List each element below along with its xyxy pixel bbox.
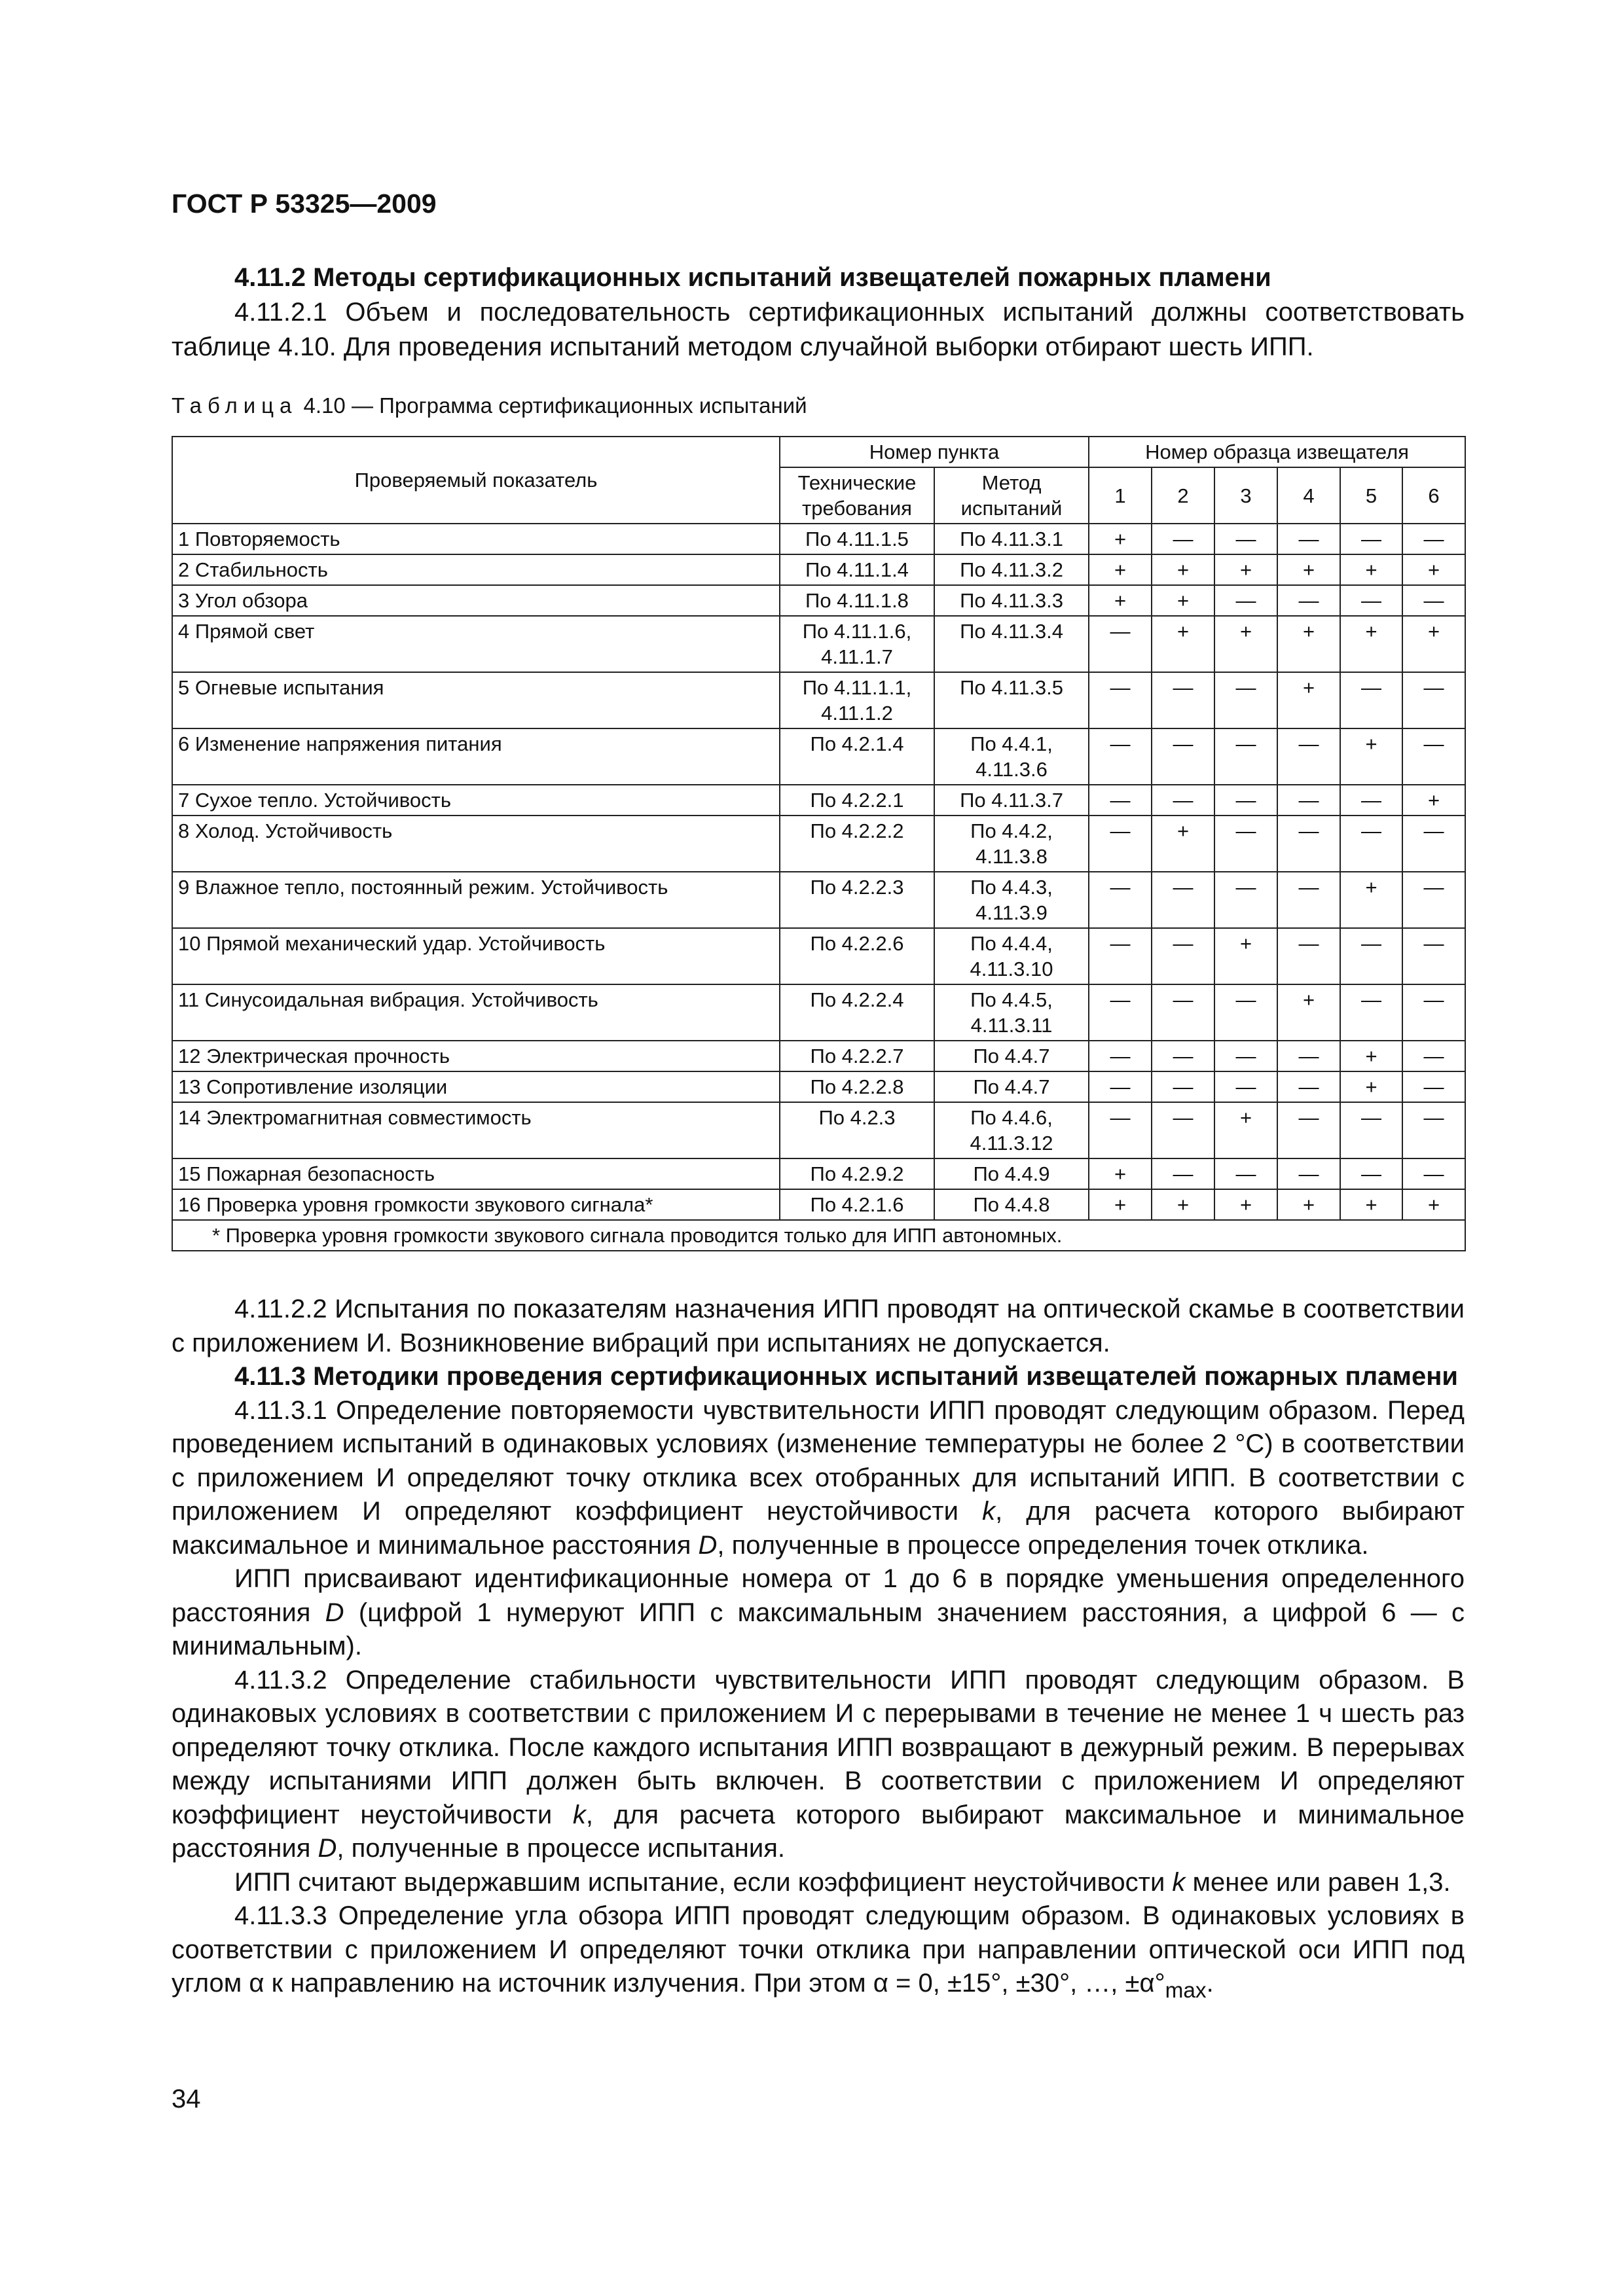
cell-sample-mark: —	[1089, 616, 1152, 672]
cell-indicator: 13 Сопротивление изоляции	[172, 1071, 780, 1102]
cell-sample-mark: —	[1152, 872, 1214, 928]
cell-sample-mark: +	[1089, 554, 1152, 585]
text-run: , полученные в процессе испытания.	[337, 1834, 786, 1863]
cell-sample-mark: —	[1277, 1041, 1340, 1071]
cell-tech-req: По 4.2.3	[780, 1102, 934, 1158]
cell-indicator: 16 Проверка уровня громкости звукового сигнала*	[172, 1189, 780, 1220]
cell-sample-mark: +	[1402, 785, 1465, 816]
cell-indicator: 5 Огневые испытания	[172, 672, 780, 728]
cell-sample-mark: —	[1089, 672, 1152, 728]
cell-indicator: 2 Стабильность	[172, 554, 780, 585]
cell-method: По 4.4.5, 4.11.3.11	[934, 984, 1089, 1041]
cell-sample-mark: +	[1152, 554, 1214, 585]
text-run: , полученные в процессе определения точек отклика.	[717, 1530, 1369, 1560]
cell-sample-mark: —	[1402, 816, 1465, 872]
cell-sample-mark: —	[1402, 984, 1465, 1041]
cell-sample-mark: —	[1214, 785, 1277, 816]
cell-tech-req: По 4.2.2.7	[780, 1041, 934, 1071]
variable-k: k	[982, 1497, 996, 1526]
cell-method: По 4.11.3.3	[934, 585, 1089, 616]
table-row	[172, 672, 1465, 728]
cell-sample-mark: —	[1340, 785, 1402, 816]
table-row	[172, 554, 1465, 585]
cell-sample-mark: —	[1214, 1158, 1277, 1189]
cell-indicator: 6 Изменение напряжения питания	[172, 728, 780, 785]
table-caption-prefix: Таблица	[172, 393, 298, 418]
cell-method: По 4.4.2, 4.11.3.8	[934, 816, 1089, 872]
paragraph	[172, 1394, 1465, 1563]
cell-sample-mark: +	[1152, 616, 1214, 672]
cell-sample-mark: —	[1152, 785, 1214, 816]
table-row	[172, 1158, 1465, 1189]
header-sample: 1	[1089, 467, 1152, 524]
cell-sample-mark: +	[1152, 585, 1214, 616]
cell-sample-mark: +	[1340, 1041, 1402, 1071]
cell-sample-mark: +	[1340, 1189, 1402, 1220]
table-caption	[172, 393, 807, 418]
table-row	[172, 984, 1465, 1041]
cell-sample-mark: —	[1089, 1041, 1152, 1071]
cell-sample-mark: —	[1340, 585, 1402, 616]
cell-tech-req: По 4.2.2.6	[780, 928, 934, 984]
cell-sample-mark: —	[1214, 816, 1277, 872]
cell-sample-mark: +	[1089, 1189, 1152, 1220]
cell-method: По 4.11.3.2	[934, 554, 1089, 585]
cell-sample-mark: —	[1277, 1158, 1340, 1189]
cell-sample-mark: —	[1214, 872, 1277, 928]
cell-sample-mark: —	[1152, 524, 1214, 554]
cell-sample-mark: —	[1152, 1158, 1214, 1189]
cell-sample-mark: —	[1340, 1158, 1402, 1189]
document-header: ГОСТ Р 53325—2009	[172, 188, 437, 219]
cell-sample-mark: +	[1340, 616, 1402, 672]
cell-method: По 4.11.3.5	[934, 672, 1089, 728]
text-run: (цифрой 1 нумеруют ИПП с максимальным значением расстояния, а цифрой 6 — с минимальным).	[172, 1598, 1465, 1660]
cell-sample-mark: —	[1214, 984, 1277, 1041]
page-number: 34	[172, 2085, 201, 2113]
cell-sample-mark: —	[1340, 984, 1402, 1041]
cell-sample-mark: +	[1089, 524, 1152, 554]
cell-sample-mark: —	[1089, 872, 1152, 928]
cell-method: По 4.4.4, 4.11.3.10	[934, 928, 1089, 984]
cell-sample-mark: +	[1089, 585, 1152, 616]
cell-tech-req: По 4.2.9.2	[780, 1158, 934, 1189]
cell-sample-mark: +	[1340, 872, 1402, 928]
subscript-max: max	[1165, 1979, 1207, 2003]
cell-sample-mark: —	[1152, 1102, 1214, 1158]
cell-sample-mark: —	[1152, 672, 1214, 728]
table-row	[172, 816, 1465, 872]
cell-tech-req: По 4.2.2.1	[780, 785, 934, 816]
cell-sample-mark: —	[1402, 585, 1465, 616]
cell-sample-mark: —	[1402, 1102, 1465, 1158]
cell-indicator: 15 Пожарная безопасность	[172, 1158, 780, 1189]
table-row	[172, 616, 1465, 672]
cell-method: По 4.4.6, 4.11.3.12	[934, 1102, 1089, 1158]
cell-sample-mark: +	[1152, 816, 1214, 872]
cell-method: По 4.4.3, 4.11.3.9	[934, 872, 1089, 928]
section-4-11-2	[172, 260, 1465, 365]
paragraph	[172, 1562, 1465, 1664]
cell-sample-mark: —	[1402, 1041, 1465, 1071]
cell-sample-mark: +	[1152, 1189, 1214, 1220]
paragraph	[172, 1664, 1465, 1866]
cell-sample-mark: +	[1214, 1189, 1277, 1220]
header-item-number: Номер пункта	[780, 437, 1089, 467]
paragraph	[172, 1866, 1465, 1900]
cell-sample-mark: +	[1214, 928, 1277, 984]
cell-sample-mark: +	[1214, 554, 1277, 585]
cell-indicator: 4 Прямой свет	[172, 616, 780, 672]
cell-sample-mark: +	[1277, 1189, 1340, 1220]
cell-tech-req: По 4.2.1.4	[780, 728, 934, 785]
cell-sample-mark: —	[1402, 1158, 1465, 1189]
cell-sample-mark: +	[1277, 616, 1340, 672]
cell-sample-mark: —	[1089, 785, 1152, 816]
header-sample: 6	[1402, 467, 1465, 524]
header-tech-req: Технические требования	[780, 467, 934, 524]
cell-sample-mark: —	[1089, 728, 1152, 785]
cell-sample-mark: —	[1214, 524, 1277, 554]
cell-method: По 4.4.9	[934, 1158, 1089, 1189]
cell-sample-mark: —	[1340, 928, 1402, 984]
test-program-table	[172, 436, 1466, 1251]
table-row	[172, 728, 1465, 785]
cell-sample-mark: —	[1277, 816, 1340, 872]
cell-sample-mark: —	[1402, 524, 1465, 554]
cell-sample-mark: —	[1277, 1071, 1340, 1102]
header-method: Метод испытаний	[934, 467, 1089, 524]
header-sample: 3	[1214, 467, 1277, 524]
cell-sample-mark: +	[1402, 616, 1465, 672]
cell-tech-req: По 4.11.1.8	[780, 585, 934, 616]
cell-sample-mark: —	[1402, 672, 1465, 728]
variable-d: D	[318, 1834, 337, 1863]
cell-sample-mark: +	[1340, 728, 1402, 785]
cell-sample-mark: —	[1402, 1071, 1465, 1102]
cell-tech-req: По 4.2.2.4	[780, 984, 934, 1041]
cell-indicator: 7 Сухое тепло. Устойчивость	[172, 785, 780, 816]
cell-method: По 4.4.7	[934, 1041, 1089, 1071]
cell-sample-mark: —	[1277, 585, 1340, 616]
cell-tech-req: По 4.11.1.5	[780, 524, 934, 554]
table-row	[172, 1102, 1465, 1158]
header-sample: 5	[1340, 467, 1402, 524]
text-run: 4.11.3.2 Определение стабильности чувствительности ИПП проводят следующим образом. В одинаковых условиях в соответствии с приложением И с перерывами в течение не менее 1 ч шесть раз определяют точку отклика. После каждого испытания ИПП возвращают в дежурный режим. В перерывах между испытаниями ИПП должен быть включен. В соответствии с приложением И определяют коэффициент неустойчивости	[172, 1665, 1465, 1829]
header-indicator: Проверяемый показатель	[172, 437, 780, 524]
cell-method: По 4.11.3.7	[934, 785, 1089, 816]
cell-sample-mark: +	[1402, 554, 1465, 585]
body-text	[172, 1293, 1465, 2008]
cell-sample-mark: —	[1152, 1041, 1214, 1071]
cell-sample-mark: —	[1340, 1102, 1402, 1158]
cell-sample-mark: —	[1340, 524, 1402, 554]
cell-sample-mark: +	[1340, 554, 1402, 585]
table-row	[172, 1071, 1465, 1102]
variable-d: D	[325, 1598, 344, 1627]
section-title: 4.11.2 Методы сертификационных испытаний извещателей пожарных пламени	[234, 263, 1271, 292]
cell-indicator: 14 Электромагнитная совместимость	[172, 1102, 780, 1158]
cell-sample-mark: —	[1277, 928, 1340, 984]
cell-indicator: 9 Влажное тепло, постоянный режим. Устойчивость	[172, 872, 780, 928]
cell-method: По 4.4.8	[934, 1189, 1089, 1220]
cell-indicator: 3 Угол обзора	[172, 585, 780, 616]
text-run: ИПП считают выдержавшим испытание, если коэффициент неустойчивости	[234, 1867, 1173, 1897]
cell-tech-req: По 4.11.1.6, 4.11.1.7	[780, 616, 934, 672]
cell-sample-mark: +	[1089, 1158, 1152, 1189]
table-row	[172, 524, 1465, 554]
cell-sample-mark: —	[1402, 728, 1465, 785]
table-row	[172, 1189, 1465, 1220]
variable-k: k	[1172, 1867, 1186, 1897]
table-row	[172, 585, 1465, 616]
cell-sample-mark: —	[1089, 1071, 1152, 1102]
cell-method: По 4.11.3.1	[934, 524, 1089, 554]
cell-tech-req: По 4.2.1.6	[780, 1189, 934, 1220]
table-row	[172, 785, 1465, 816]
text-run: менее или равен 1,3.	[1185, 1867, 1451, 1897]
cell-sample-mark: —	[1089, 928, 1152, 984]
cell-sample-mark: —	[1340, 816, 1402, 872]
cell-tech-req: По 4.11.1.1, 4.11.1.2	[780, 672, 934, 728]
text-run: 4.11.3.1 Определение повторяемости чувствительности ИПП проводят следующим образом. Перед проведением испытаний в одинаковых условиях (изменение температуры не более 2 °С) в соответствии с приложением И определяют точку отклика всех отобранных для испытаний ИПП. В соответствии с приложением И определяют коэффициент неустойчивости	[172, 1395, 1465, 1526]
cell-tech-req: По 4.2.2.2	[780, 816, 934, 872]
cell-method: По 4.4.7	[934, 1071, 1089, 1102]
cell-indicator: 1 Повторяемость	[172, 524, 780, 554]
cell-sample-mark: —	[1277, 872, 1340, 928]
cell-tech-req: По 4.2.2.8	[780, 1071, 934, 1102]
cell-sample-mark: +	[1214, 616, 1277, 672]
cell-indicator: 10 Прямой механический удар. Устойчивость	[172, 928, 780, 984]
cell-sample-mark: —	[1277, 785, 1340, 816]
text-run: .	[1206, 1969, 1214, 1998]
table-row	[172, 1041, 1465, 1071]
cell-sample-mark: —	[1214, 585, 1277, 616]
text-run: ИПП присваивают идентификационные номера от 1 до 6 в порядке уменьшения определенного расстояния	[172, 1564, 1465, 1627]
cell-sample-mark: —	[1214, 1041, 1277, 1071]
cell-sample-mark: +	[1402, 1189, 1465, 1220]
cell-tech-req: По 4.2.2.3	[780, 872, 934, 928]
text-run: 4.11.3.3 Определение угла обзора ИПП проводят следующим образом. В одинаковых условиях в соответствии с приложением И определяют точки отклика при направлении оптической оси ИПП под углом α к направлению на источник излучения. При этом α = 0, ±15°, ±30°, …, ±α°	[172, 1901, 1465, 1998]
table-row	[172, 928, 1465, 984]
cell-sample-mark: +	[1277, 554, 1340, 585]
table-body	[172, 524, 1465, 1220]
cell-sample-mark: —	[1089, 1102, 1152, 1158]
table-row	[172, 872, 1465, 928]
cell-sample-mark: —	[1277, 1102, 1340, 1158]
cell-sample-mark: +	[1277, 672, 1340, 728]
cell-sample-mark: —	[1277, 524, 1340, 554]
cell-sample-mark: —	[1152, 728, 1214, 785]
cell-sample-mark: —	[1402, 928, 1465, 984]
paragraph: 4.11.2.1 Объем и последовательность сертификационных испытаний должны соответствовать таблице 4.10. Для проведения испытаний методом случайной выборки отбирают шесть ИПП.	[172, 298, 1465, 361]
paragraph	[172, 1899, 1465, 2008]
cell-method: По 4.4.1, 4.11.3.6	[934, 728, 1089, 785]
paragraph: 4.11.2.2 Испытания по показателям назначения ИПП проводят на оптической скамье в соответствии с приложением И. Возникновение вибраций при испытаниях не допускается.	[172, 1295, 1465, 1357]
header-sample-number: Номер образца извещателя	[1089, 437, 1465, 467]
cell-sample-mark: —	[1214, 672, 1277, 728]
cell-tech-req: По 4.11.1.4	[780, 554, 934, 585]
cell-sample-mark: —	[1214, 728, 1277, 785]
cell-sample-mark: —	[1214, 1071, 1277, 1102]
variable-d: D	[698, 1530, 718, 1560]
cell-sample-mark: —	[1089, 984, 1152, 1041]
cell-indicator: 11 Синусоидальная вибрация. Устойчивость	[172, 984, 780, 1041]
cell-sample-mark: —	[1152, 928, 1214, 984]
table-caption-text: 4.10 — Программа сертификационных испытаний	[297, 393, 807, 418]
header-sample: 2	[1152, 467, 1214, 524]
table-footnote: * Проверка уровня громкости звукового сигнала проводится только для ИПП автономных.	[172, 1220, 1465, 1251]
text-run: , для расчета которого выбирают максимальное и минимальное расстояния	[172, 1800, 1465, 1863]
cell-sample-mark: +	[1277, 984, 1340, 1041]
cell-sample-mark: —	[1152, 984, 1214, 1041]
cell-sample-mark: —	[1089, 816, 1152, 872]
cell-sample-mark: +	[1214, 1102, 1277, 1158]
section-title: 4.11.3 Методики проведения сертификационных испытаний извещателей пожарных пламени	[234, 1362, 1458, 1391]
header-sample: 4	[1277, 467, 1340, 524]
cell-method: По 4.11.3.4	[934, 616, 1089, 672]
cell-sample-mark: —	[1402, 872, 1465, 928]
cell-sample-mark: —	[1340, 672, 1402, 728]
cell-sample-mark: +	[1340, 1071, 1402, 1102]
cell-indicator: 12 Электрическая прочность	[172, 1041, 780, 1071]
variable-k: k	[572, 1800, 586, 1829]
text-run: , для расчета которого выбирают максимальное и минимальное расстояния	[172, 1497, 1465, 1560]
cell-sample-mark: —	[1277, 728, 1340, 785]
cell-sample-mark: —	[1152, 1071, 1214, 1102]
cell-indicator: 8 Холод. Устойчивость	[172, 816, 780, 872]
